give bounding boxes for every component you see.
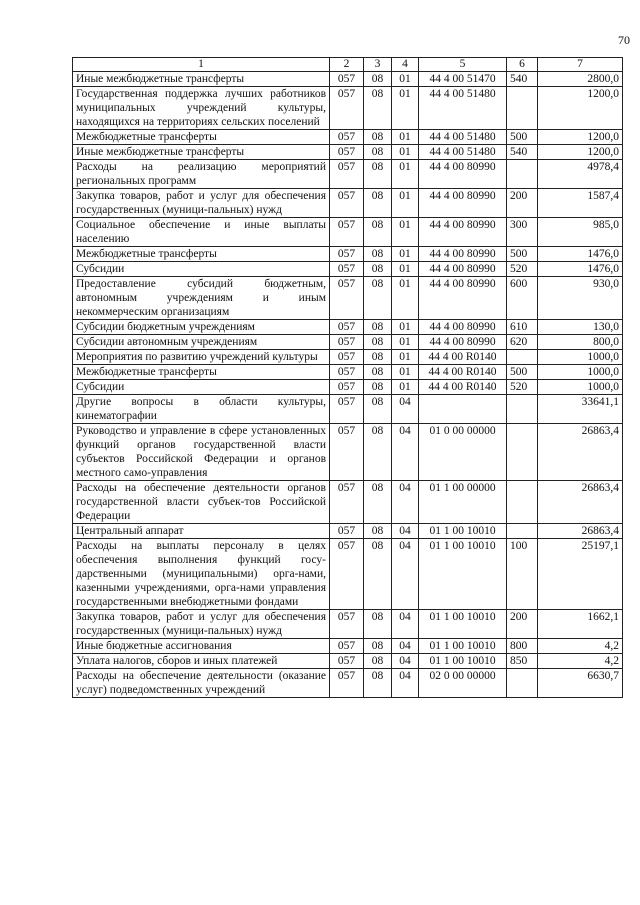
table-row	[73, 160, 623, 189]
subsection-code-cell: 04	[392, 639, 419, 654]
table-row	[73, 610, 623, 639]
target-article-cell: 44 4 00 R0140	[419, 380, 507, 395]
section-code-cell: 08	[364, 277, 392, 320]
subsection-code-cell: 01	[392, 380, 419, 395]
expense-type-cell: 600	[507, 277, 538, 320]
amount-cell: 985,0	[538, 218, 623, 247]
table-row	[73, 539, 623, 610]
amount-cell: 1476,0	[538, 262, 623, 277]
expense-type-cell: 540	[507, 145, 538, 160]
ministry-code-cell: 057	[330, 160, 364, 189]
amount-cell: 1476,0	[538, 247, 623, 262]
table-row	[73, 669, 623, 698]
expense-name-cell: Предоставление субсидий бюджетным, автономным учреждениям и иным некоммерческим организациям	[73, 277, 330, 320]
section-code-cell: 08	[364, 654, 392, 669]
subsection-code-cell: 01	[392, 262, 419, 277]
target-article-cell	[419, 395, 507, 424]
section-code-cell: 08	[364, 539, 392, 610]
table-header-row	[73, 58, 623, 72]
section-code-cell: 08	[364, 218, 392, 247]
target-article-cell: 44 4 00 80990	[419, 320, 507, 335]
table-row	[73, 145, 623, 160]
table-row	[73, 654, 623, 669]
expense-name-cell: Уплата налогов, сборов и иных платежей	[73, 654, 330, 669]
subsection-code-cell: 04	[392, 669, 419, 698]
subsection-code-cell: 04	[392, 524, 419, 539]
amount-cell: 800,0	[538, 335, 623, 350]
section-code-cell: 08	[364, 87, 392, 130]
ministry-code-cell: 057	[330, 365, 364, 380]
expense-name-cell: Иные межбюджетные трансферты	[73, 145, 330, 160]
amount-cell: 1000,0	[538, 365, 623, 380]
target-article-cell: 44 4 00 80990	[419, 277, 507, 320]
column-header: 6	[507, 58, 538, 72]
subsection-code-cell: 01	[392, 87, 419, 130]
section-code-cell: 08	[364, 481, 392, 524]
column-header: 2	[330, 58, 364, 72]
subsection-code-cell: 01	[392, 350, 419, 365]
expense-name-cell: Межбюджетные трансферты	[73, 247, 330, 262]
target-article-cell: 01 1 00 10010	[419, 610, 507, 639]
subsection-code-cell: 01	[392, 277, 419, 320]
ministry-code-cell: 057	[330, 524, 364, 539]
amount-cell: 1200,0	[538, 130, 623, 145]
table-row	[73, 189, 623, 218]
table-row	[73, 130, 623, 145]
section-code-cell: 08	[364, 130, 392, 145]
target-article-cell: 44 4 00 51470	[419, 72, 507, 87]
column-header: 5	[419, 58, 507, 72]
expense-type-cell	[507, 669, 538, 698]
subsection-code-cell: 01	[392, 218, 419, 247]
expense-type-cell: 610	[507, 320, 538, 335]
subsection-code-cell: 01	[392, 189, 419, 218]
expense-type-cell: 100	[507, 539, 538, 610]
expense-name-cell: Мероприятия по развитию учреждений культуры	[73, 350, 330, 365]
section-code-cell: 08	[364, 669, 392, 698]
amount-cell: 25197,1	[538, 539, 623, 610]
section-code-cell: 08	[364, 639, 392, 654]
section-code-cell: 08	[364, 72, 392, 87]
subsection-code-cell: 04	[392, 424, 419, 481]
expense-name-cell: Субсидии	[73, 262, 330, 277]
table-row	[73, 380, 623, 395]
subsection-code-cell: 01	[392, 365, 419, 380]
target-article-cell: 44 4 00 51480	[419, 87, 507, 130]
section-code-cell: 08	[364, 247, 392, 262]
ministry-code-cell: 057	[330, 610, 364, 639]
target-article-cell: 44 4 00 51480	[419, 145, 507, 160]
expense-type-cell	[507, 395, 538, 424]
table-row	[73, 481, 623, 524]
expense-name-cell: Иные межбюджетные трансферты	[73, 72, 330, 87]
table-row	[73, 395, 623, 424]
subsection-code-cell: 04	[392, 539, 419, 610]
ministry-code-cell: 057	[330, 320, 364, 335]
table-row	[73, 277, 623, 320]
target-article-cell: 44 4 00 51480	[419, 130, 507, 145]
subsection-code-cell: 04	[392, 610, 419, 639]
table-row	[73, 350, 623, 365]
target-article-cell: 01 1 00 10010	[419, 539, 507, 610]
section-code-cell: 08	[364, 262, 392, 277]
section-code-cell: 08	[364, 160, 392, 189]
ministry-code-cell: 057	[330, 335, 364, 350]
section-code-cell: 08	[364, 335, 392, 350]
amount-cell: 930,0	[538, 277, 623, 320]
expense-type-cell: 500	[507, 247, 538, 262]
subsection-code-cell: 04	[392, 395, 419, 424]
section-code-cell: 08	[364, 189, 392, 218]
ministry-code-cell: 057	[330, 669, 364, 698]
amount-cell: 26863,4	[538, 424, 623, 481]
subsection-code-cell: 01	[392, 160, 419, 189]
target-article-cell: 01 1 00 10010	[419, 654, 507, 669]
table-row	[73, 218, 623, 247]
table-row	[73, 365, 623, 380]
column-header: 1	[73, 58, 330, 72]
expense-name-cell: Расходы на выплаты персоналу в целях обеспечения выполнения функций госу-дарственными (муниципальными) орга-нами, казенными учреждениями, орга-нами управления государственными внебюджетными фондами	[73, 539, 330, 610]
table-body	[73, 58, 623, 698]
amount-cell: 130,0	[538, 320, 623, 335]
expense-name-cell: Руководство и управление в сфере установленных функций органов государственной власти субъектов Российской Федерации и органов местного само-управления	[73, 424, 330, 481]
subsection-code-cell: 04	[392, 481, 419, 524]
expense-name-cell: Другие вопросы в области культуры, кинематографии	[73, 395, 330, 424]
ministry-code-cell: 057	[330, 218, 364, 247]
ministry-code-cell: 057	[330, 654, 364, 669]
amount-cell: 1662,1	[538, 610, 623, 639]
amount-cell: 4,2	[538, 639, 623, 654]
amount-cell: 26863,4	[538, 524, 623, 539]
target-article-cell: 44 4 00 80990	[419, 335, 507, 350]
section-code-cell: 08	[364, 380, 392, 395]
subsection-code-cell: 01	[392, 320, 419, 335]
section-code-cell: 08	[364, 350, 392, 365]
ministry-code-cell: 057	[330, 380, 364, 395]
expense-type-cell: 520	[507, 262, 538, 277]
target-article-cell: 44 4 00 80990	[419, 262, 507, 277]
amount-cell: 1200,0	[538, 87, 623, 130]
target-article-cell: 44 4 00 80990	[419, 247, 507, 262]
expense-type-cell: 620	[507, 335, 538, 350]
amount-cell: 4,2	[538, 654, 623, 669]
subsection-code-cell: 01	[392, 335, 419, 350]
table-row	[73, 524, 623, 539]
amount-cell: 6630,7	[538, 669, 623, 698]
ministry-code-cell: 057	[330, 87, 364, 130]
ministry-code-cell: 057	[330, 130, 364, 145]
expense-name-cell: Расходы на обеспечение деятельности (оказание услуг) подведомственных учреждений	[73, 669, 330, 698]
expense-name-cell: Субсидии	[73, 380, 330, 395]
expense-name-cell: Межбюджетные трансферты	[73, 365, 330, 380]
ministry-code-cell: 057	[330, 189, 364, 218]
target-article-cell: 01 1 00 10010	[419, 524, 507, 539]
section-code-cell: 08	[364, 524, 392, 539]
target-article-cell: 44 4 00 80990	[419, 189, 507, 218]
expense-type-cell: 200	[507, 189, 538, 218]
ministry-code-cell: 057	[330, 350, 364, 365]
ministry-code-cell: 057	[330, 481, 364, 524]
subsection-code-cell: 01	[392, 72, 419, 87]
amount-cell: 1000,0	[538, 380, 623, 395]
expense-name-cell: Межбюджетные трансферты	[73, 130, 330, 145]
target-article-cell: 01 1 00 10010	[419, 639, 507, 654]
table-row	[73, 262, 623, 277]
column-header: 7	[538, 58, 623, 72]
expense-type-cell: 540	[507, 72, 538, 87]
ministry-code-cell: 057	[330, 247, 364, 262]
amount-cell: 4978,4	[538, 160, 623, 189]
subsection-code-cell: 04	[392, 654, 419, 669]
expense-name-cell: Расходы на обеспечение деятельности органов государственной власти субъек-тов Российской Федерации	[73, 481, 330, 524]
expense-type-cell	[507, 160, 538, 189]
section-code-cell: 08	[364, 395, 392, 424]
subsection-code-cell: 01	[392, 145, 419, 160]
expense-type-cell	[507, 350, 538, 365]
section-code-cell: 08	[364, 610, 392, 639]
section-code-cell: 08	[364, 320, 392, 335]
expense-name-cell: Субсидии автономным учреждениям	[73, 335, 330, 350]
expense-type-cell: 800	[507, 639, 538, 654]
section-code-cell: 08	[364, 145, 392, 160]
target-article-cell: 01 1 00 00000	[419, 481, 507, 524]
target-article-cell: 02 0 00 00000	[419, 669, 507, 698]
budget-table	[72, 57, 623, 698]
page-number: 70	[618, 33, 630, 47]
ministry-code-cell: 057	[330, 424, 364, 481]
amount-cell: 26863,4	[538, 481, 623, 524]
expense-name-cell: Государственная поддержка лучших работников муниципальных учреждений культуры, находящихся на территориях сельских поселений	[73, 87, 330, 130]
expense-name-cell: Закупка товаров, работ и услуг для обеспечения государственных (муници-пальных) нужд	[73, 189, 330, 218]
target-article-cell: 01 0 00 00000	[419, 424, 507, 481]
ministry-code-cell: 057	[330, 539, 364, 610]
section-code-cell: 08	[364, 424, 392, 481]
target-article-cell: 44 4 00 R0140	[419, 350, 507, 365]
target-article-cell: 44 4 00 R0140	[419, 365, 507, 380]
table-row	[73, 335, 623, 350]
table-row	[73, 320, 623, 335]
ministry-code-cell: 057	[330, 277, 364, 320]
table-row	[73, 247, 623, 262]
expense-type-cell: 500	[507, 365, 538, 380]
expense-type-cell	[507, 524, 538, 539]
table-row	[73, 639, 623, 654]
target-article-cell: 44 4 00 80990	[419, 218, 507, 247]
column-header: 4	[392, 58, 419, 72]
expense-name-cell: Субсидии бюджетным учреждениям	[73, 320, 330, 335]
ministry-code-cell: 057	[330, 262, 364, 277]
ministry-code-cell: 057	[330, 639, 364, 654]
ministry-code-cell: 057	[330, 395, 364, 424]
amount-cell: 1000,0	[538, 350, 623, 365]
expense-name-cell: Центральный аппарат	[73, 524, 330, 539]
ministry-code-cell: 057	[330, 72, 364, 87]
expense-name-cell: Социальное обеспечение и иные выплаты населению	[73, 218, 330, 247]
expense-type-cell: 200	[507, 610, 538, 639]
amount-cell: 33641,1	[538, 395, 623, 424]
expense-type-cell: 300	[507, 218, 538, 247]
expense-type-cell: 500	[507, 130, 538, 145]
expense-type-cell: 520	[507, 380, 538, 395]
expense-type-cell	[507, 481, 538, 524]
table-row	[73, 424, 623, 481]
expense-name-cell: Закупка товаров, работ и услуг для обеспечения государственных (муници-пальных) нужд	[73, 610, 330, 639]
subsection-code-cell: 01	[392, 247, 419, 262]
table-row	[73, 72, 623, 87]
subsection-code-cell: 01	[392, 130, 419, 145]
table-row	[73, 87, 623, 130]
section-code-cell: 08	[364, 365, 392, 380]
column-header: 3	[364, 58, 392, 72]
target-article-cell: 44 4 00 80990	[419, 160, 507, 189]
amount-cell: 2800,0	[538, 72, 623, 87]
expense-name-cell: Иные бюджетные ассигнования	[73, 639, 330, 654]
amount-cell: 1587,4	[538, 189, 623, 218]
expense-type-cell	[507, 424, 538, 481]
expense-name-cell: Расходы на реализацию мероприятий региональных программ	[73, 160, 330, 189]
amount-cell: 1200,0	[538, 145, 623, 160]
expense-type-cell	[507, 87, 538, 130]
expense-type-cell: 850	[507, 654, 538, 669]
ministry-code-cell: 057	[330, 145, 364, 160]
